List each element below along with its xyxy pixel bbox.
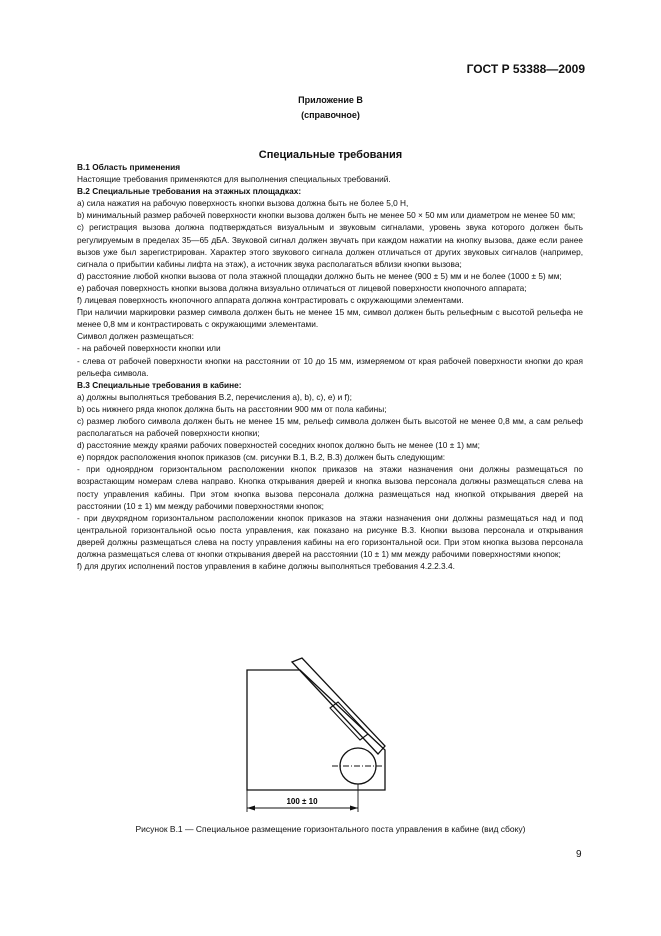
b3-item-e: e) порядок расположения кнопок приказов (см. рисунки В.1, В.2, В.3) должен быть следующим: [77, 452, 446, 463]
b2-item-c: c) регистрация вызова должна подтверждаться визуальным и звуковым сигналами, уровень звука которого должен быть регулируемым в пределах 35—65 дБА. Звуковой сигнал должен звучать при каждом нажатии на кнопку вызова, даже если ранее вызов уже был зарегистрирован. Характер этого звукового сигнала должен отличаться от других звуковых сигналов (например, сигнала о прибытии кабины лифта на этаж), а источник звука располагаться вблизи кнопки вызова; [77, 222, 583, 269]
document-code: ГОСТ Р 53388—2009 [466, 62, 585, 76]
dim-arrow-right [350, 806, 358, 811]
body-text [77, 161, 583, 572]
b3-item-c: c) размер любого символа должен быть не менее 15 мм, рельеф символа должен быть высотой не менее 0,8 мм, а сам рельеф располагаться на рабочей поверхности кнопки; [77, 415, 583, 439]
b3-item-b: b) ось нижнего ряда кнопок должна быть на расстоянии 900 мм от пола кабины; [77, 403, 387, 414]
dim-arrow-left [247, 806, 255, 811]
b2-item-b: b) минимальный размер рабочей поверхности кнопки вызова должен быть не менее 50 × 50 мм или диаметром не менее 50 мм; [77, 210, 576, 221]
page-number: 9 [576, 849, 582, 860]
figure-caption: Рисунок В.1 — Специальное размещение горизонтального поста управления в кабине (вид сбоку) [135, 824, 526, 834]
b2-item-a: а) сила нажатия на рабочую поверхность кнопки вызова должна быть не более 5,0 Н, [77, 198, 409, 209]
annex-kind: (справочное) [301, 110, 360, 120]
b2-marking: При наличии маркировки размер символа должен быть не менее 15 мм, символ должен быть рельефным с высотой рельефа не менее 0,8 мм и контрастировать с окружающими элементами. [77, 307, 583, 330]
b3-dash-2: - при двухрядном горизонтальном расположении кнопок приказов на этажи назначения они должны размещаться над и под центральной горизонтальной осью поста управления, как показано на рисунке В.3. Кнопки вызова персонала и открывания дверей должны размещаться слева на посту управления кабины на его горизонтальной оси. При этом кнопка вызова персонала должна размещаться слева от кнопки открывания дверей на расстоянии (10 ± 1) мм между рабочими поверхностями кнопок; [77, 512, 583, 559]
annex-label: Приложение В [298, 95, 363, 105]
b3-item-a: а) должны выполняться требования В.2, перечисления а), b), c), e) и f); [77, 391, 352, 402]
b3-item-d: d) расстояние между краями рабочих поверхностей соседних кнопок должно быть не менее (10 ± 1) мм; [77, 440, 480, 451]
b1-text: Настоящие требования применяются для выполнения специальных требований. [77, 174, 391, 185]
b2-item-f: f) лицевая поверхность кнопочного аппарата должна контрастировать с окружающими элементами. [77, 295, 464, 306]
section-title: Специальные требования [258, 149, 403, 161]
b3-item-f: f) для других исполнений постов управления в кабине должны выполняться требования 4.2.2.3.4. [77, 561, 455, 572]
b2-heading: В.2 Специальные требования на этажных площадках: [77, 186, 302, 197]
b2-item-d: d) расстояние любой кнопки вызова от пола этажной площадки должно быть не менее (900 ± 5) мм и не более (1000 ± 5) мм; [77, 270, 562, 281]
annex-block [0, 93, 661, 123]
b3-dash-1: - при одноярдном горизонтальном расположении кнопок приказов на этажи назначения они должны размещаться по возрастающим номерам слева направо. Кнопка открывания дверей и кнопка вызова персонала должны размещаться слева на посту управления кабины. При этом кнопка вызова персонала должна размещаться над кнопкой открывания дверей на расстоянии (10 ± 1) мм между рабочими поверхностями кнопок; [77, 464, 583, 511]
b2-dash-2: - слева от рабочей поверхности кнопки на расстоянии от 10 до 15 мм, измеряемом от края рабочей поверхности кнопки до края рельефа символа. [77, 355, 583, 378]
b2-item-e: e) рабочая поверхность кнопки вызова должна визуально отличаться от лицевой поверхности кнопочного аппарата; [77, 282, 527, 293]
dimension-label: 100 ± 10 [286, 797, 318, 806]
b1-heading: В.1 Область применения [77, 162, 181, 172]
b2-symbol: Символ должен размещаться: [77, 331, 194, 342]
b3-heading: В.3 Специальные требования в кабине: [77, 379, 242, 390]
b2-dash-1: - на рабочей поверхности кнопки или [77, 343, 221, 354]
figure-b1-drawing [230, 650, 410, 820]
